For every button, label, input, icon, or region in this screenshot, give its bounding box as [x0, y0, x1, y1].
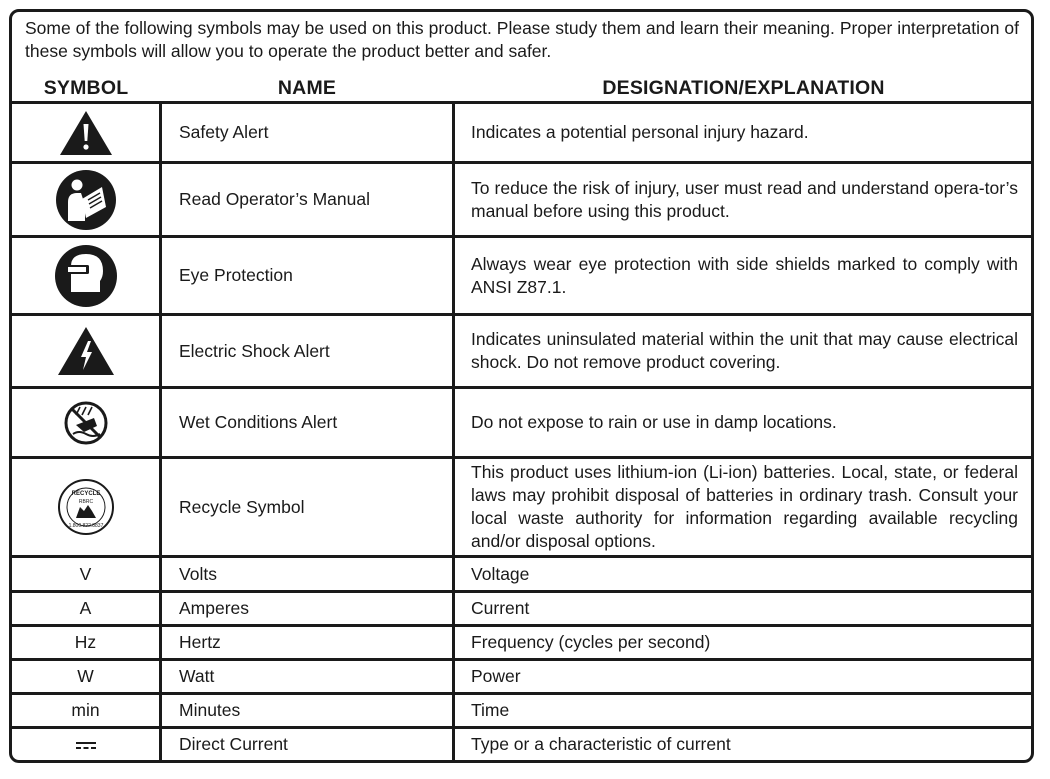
table-row-8-designation: Current	[471, 598, 530, 618]
header-name: NAME	[277, 77, 337, 99]
table-row-12-designation: Type or a characteristic of current	[471, 734, 731, 754]
table-row-9-symbol: Hz	[74, 632, 97, 652]
table-row-4-name: Electric Shock Alert	[179, 340, 330, 361]
table-row-4-designation: Indicates uninsulated material within the unit that may cause electrical shock. Do not remove product covering.	[471, 329, 1018, 372]
table-row-8-symbol: A	[79, 598, 92, 618]
table-row-5-name: Wet Conditions Alert	[179, 412, 338, 432]
table-row-6-designation: This product uses lithium-ion (Li-ion) batteries. Local, state, or federal laws may prohibit disposal of batteries in ordinary trash. Consult your local waste authority for information regarding available recycling and/or disposal options.	[471, 462, 1018, 551]
table-row-3-name: Eye Protection	[179, 265, 293, 285]
symbols-table	[12, 101, 1032, 760]
table-row-1-designation: Indicates a potential personal injury hazard.	[471, 122, 809, 142]
electric-shock-icon	[57, 326, 115, 376]
table-row-3-symbol	[12, 238, 159, 313]
table-row-7-designation: Voltage	[471, 563, 530, 584]
table-row-2-name: Read Operator’s Manual	[179, 189, 370, 209]
direct-current-icon	[76, 740, 96, 750]
table-row-12-symbol	[12, 729, 159, 760]
table-row-9-designation: Frequency (cycles per second)	[471, 632, 711, 652]
table-row-11-symbol: min	[71, 700, 100, 720]
table-row-10-symbol: W	[77, 666, 94, 686]
svg-text:1.800.822.8837: 1.800.822.8837	[68, 523, 103, 529]
table-row-8-name: Amperes	[179, 598, 250, 618]
table-row-1-name: Safety Alert	[179, 122, 269, 142]
recycle-seal-icon	[57, 478, 115, 536]
read-manual-icon	[55, 169, 117, 231]
table-row-7-symbol: V	[79, 563, 92, 584]
svg-text:RECYCLE: RECYCLE	[71, 491, 100, 497]
table-row-6-name: Recycle Symbol	[179, 496, 305, 517]
wet-conditions-icon	[64, 401, 108, 445]
table-row-11-designation: Time	[471, 700, 510, 720]
table-row-2-symbol	[12, 164, 159, 235]
table-row-4-symbol	[12, 316, 159, 386]
table-row-6-symbol	[12, 459, 159, 555]
table-row-12-name: Direct Current	[179, 734, 288, 754]
table-row-3-designation: Always wear eye protection with side shields marked to comply with ANSI Z87.1.	[471, 253, 1018, 297]
table-row-7-name: Volts	[179, 563, 217, 584]
table-row-5-symbol	[12, 389, 159, 456]
header-designation: DESIGNATION/EXPLANATION	[602, 77, 885, 99]
table-row-9-name: Hertz	[179, 632, 221, 652]
table-row-10-designation: Power	[471, 666, 521, 686]
table-row-11-name: Minutes	[179, 700, 241, 720]
safety-alert-icon	[59, 110, 113, 156]
table-row-10-name: Watt	[179, 666, 215, 686]
table-row-1-symbol	[12, 104, 159, 161]
svg-text:RBRC: RBRC	[78, 499, 93, 505]
table-row-2-designation: To reduce the risk of injury, user must read and understand opera-tor’s manual before using this product.	[471, 177, 1018, 221]
table-row-5-designation: Do not expose to rain or use in damp locations.	[471, 412, 837, 432]
eye-protection-icon	[54, 244, 118, 308]
header-symbol: SYMBOL	[43, 77, 129, 99]
intro-text: Some of the following symbols may be used on this product. Please study them and learn their meaning. Proper interpretation of these symbols will allow you to operate the product better and safer.	[25, 18, 1019, 61]
